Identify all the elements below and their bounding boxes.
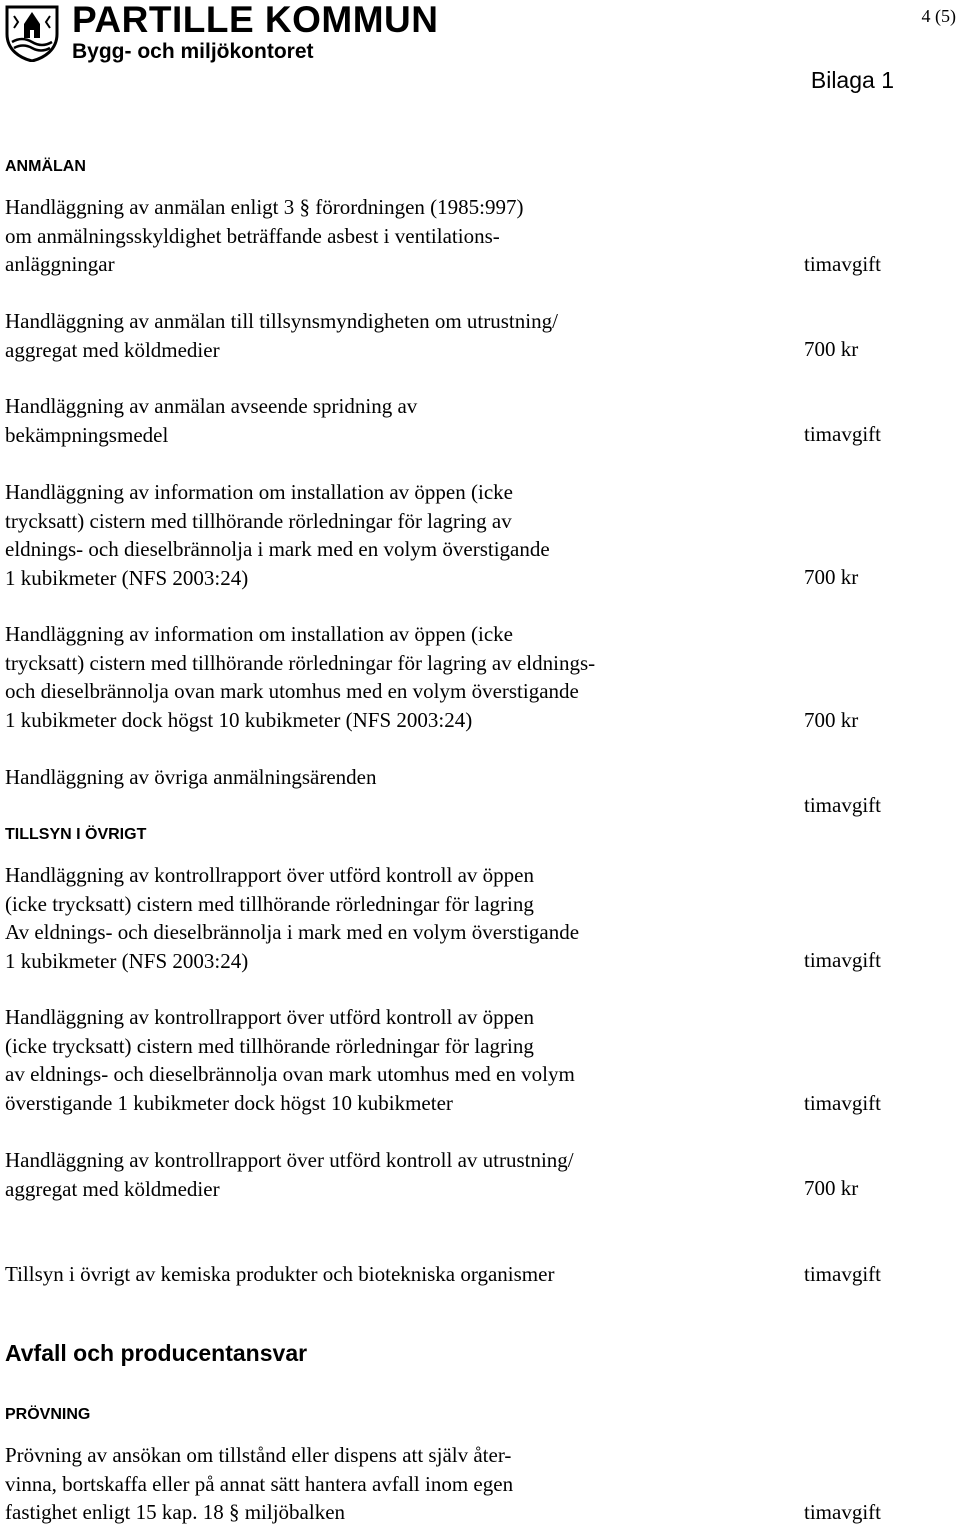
fee-item-amount: timavgift (804, 252, 881, 276)
attachment-label: Bilaga 1 (810, 67, 894, 93)
fee-item-amount: timavgift (804, 793, 881, 817)
fee-item-amount: timavgift (804, 422, 881, 446)
department-name: Bygg- och miljökontoret (72, 40, 314, 63)
fee-item-description: Prövning av ansökan om tillstånd eller dispens att själv åter- vinna, bortskaffa eller på annat sätt hantera avfall inom egen fastighet enligt 15 kap. 18 § miljöbalken (5, 1443, 514, 1524)
section-heading-tillsyn: TILLSYN I ÖVRIGT (5, 826, 147, 843)
fee-item-amount: 700 kr (804, 1176, 859, 1200)
fee-item-amount: 700 kr (804, 565, 859, 589)
fee-item-amount: 700 kr (804, 708, 859, 732)
fee-item-description: Handläggning av information om installation av öppen (icke trycksatt) cistern med tillhörande rörledningar för lagring av eldnings- och dieselbrännolja ovan mark utomhus med en volym överstigande 1 kubikmeter dock högst 10 kubikmeter (NFS 2003:24) (5, 622, 596, 732)
fee-item-amount: timavgift (804, 1091, 881, 1115)
section-heading-anmalan: ANMÄLAN (5, 158, 86, 175)
fee-item-amount: timavgift (804, 948, 881, 972)
section-heading-avfall: Avfall och producentansvar (5, 1340, 308, 1366)
fee-item-description: Handläggning av anmälan enligt 3 § förordningen (1985:997) om anmälningsskyldighet beträffande asbest i ventilations- anläggningar (5, 195, 524, 276)
fee-item-description: Handläggning av information om installation av öppen (icke trycksatt) cistern med tillhörande rörledningar för lagring av eldnings- och dieselbrännolja i mark med en volym överstigande 1 kubikmeter (NFS 2003:24) (5, 480, 550, 590)
fee-item-description: Handläggning av kontrollrapport över utförd kontroll av öppen (icke trycksatt) cistern med tillhörande rörledningar för lagring Av eldnings- och dieselbrännolja i mark med en volym överstigande 1 kubikmeter (NFS 2003:24) (5, 863, 580, 973)
fee-item-amount: timavgift (804, 1500, 881, 1524)
fee-item-amount: timavgift (804, 1262, 881, 1286)
fee-item-description: Tillsyn i övrigt av kemiska produkter och biotekniska organismer (5, 1262, 555, 1286)
page-number: 4 (5) (921, 6, 956, 26)
fee-item-amount: 700 kr (804, 337, 859, 361)
fee-item-description: Handläggning av anmälan avseende spridning av bekämpningsmedel (5, 394, 418, 447)
organization-name: PARTILLE KOMMUN (72, 0, 439, 40)
fee-item-description: Handläggning av övriga anmälningsärenden (5, 765, 377, 789)
section-heading-provning: PRÖVNING (5, 1406, 91, 1423)
fee-item-description: Handläggning av kontrollrapport över utförd kontroll av öppen (icke trycksatt) cistern med tillhörande rörledningar för lagring av eldnings- och dieselbrännolja ovan mark utomhus med en volym överstigande 1 kubikmeter dock högst 10 kubikmeter (5, 1005, 575, 1115)
fee-item-description: Handläggning av anmälan till tillsynsmyndigheten om utrustning/ aggregat med köldmedier (5, 309, 558, 362)
fee-item-description: Handläggning av kontrollrapport över utförd kontroll av utrustning/ aggregat med köldmedier (5, 1148, 574, 1201)
